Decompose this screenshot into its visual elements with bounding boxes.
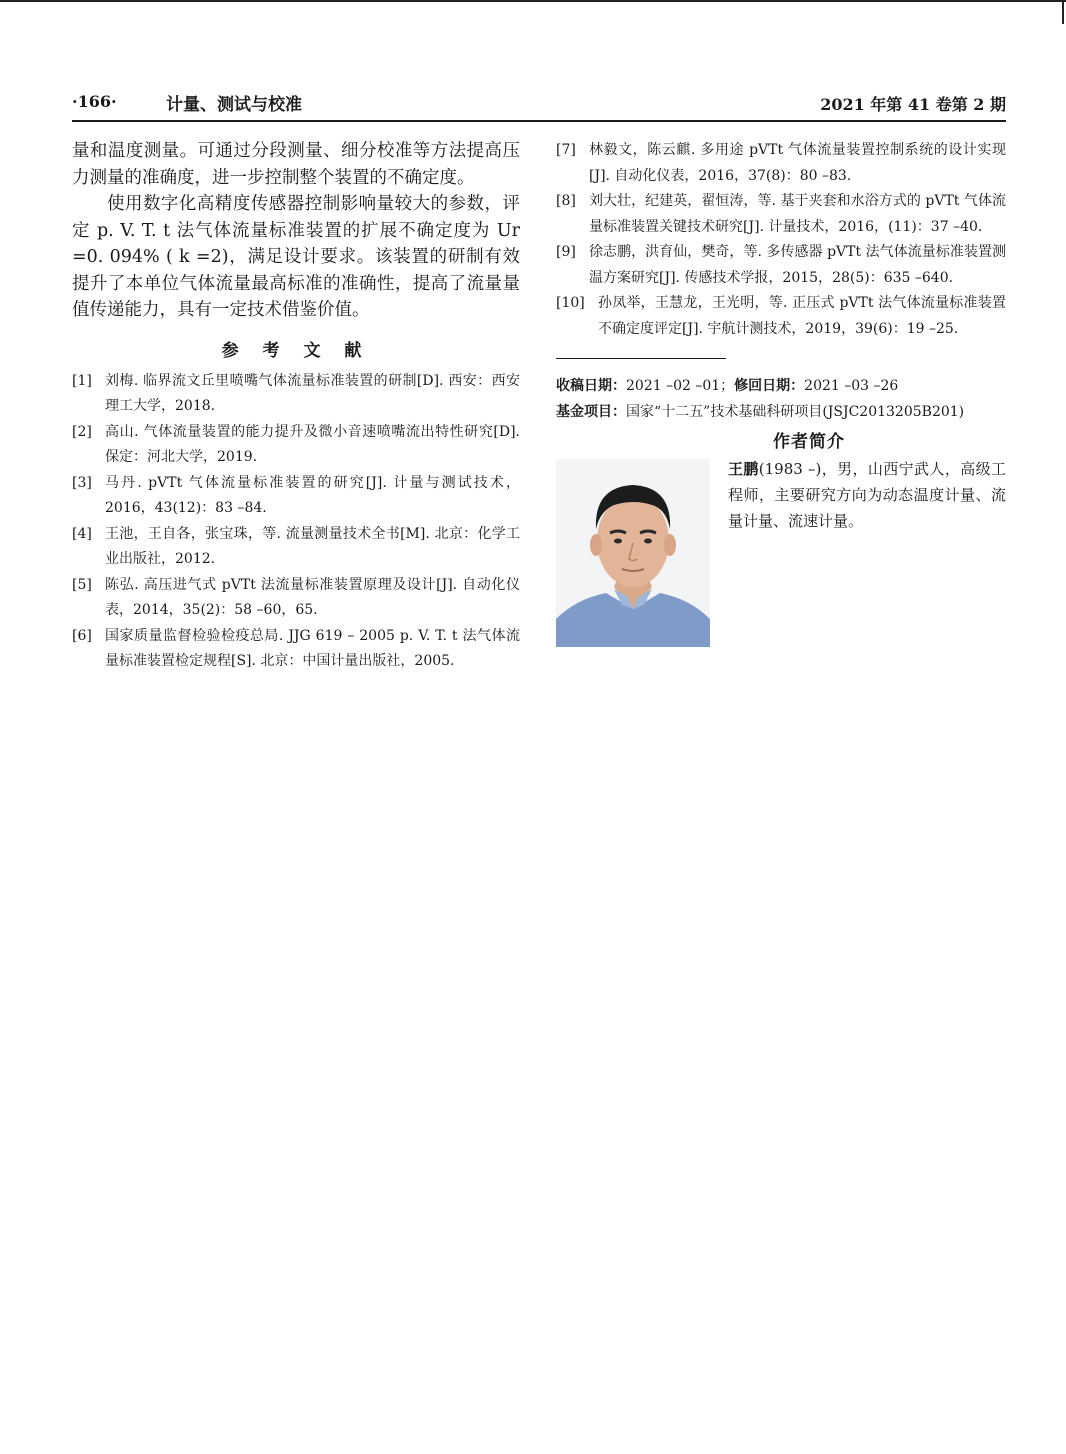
reference-item [72,369,520,420]
reference-item [72,420,520,471]
reference-text: 高山. 气体流量装置的能力提升及微小音速喷嘴流出特性研究[D]. 保定：河北大学，2019. [105,423,520,465]
reference-text: 马丹. pVTt 气体流量标准装置的研究[J]. 计量与测试技术，2016，43(12)：83 –84. [105,474,520,516]
revised-label: 修回日期： [734,378,805,394]
reference-number: [4] [72,525,92,542]
author-photo [556,459,710,647]
reference-item [72,573,520,624]
fund-label: 基金项目： [556,404,626,420]
reference-text: 陈弘. 高压进气式 pVTt 法流量标准装置原理及设计[J]. 自动化仪表，2014，35(2)：58 –60，65. [105,576,520,618]
reference-number: [8] [556,193,576,209]
footnote-divider [556,358,726,359]
author-block [556,456,1006,656]
reference-number: [5] [72,576,92,593]
reference-text: 国家质量监督检验检疫总局. JJG 619 – 2005 p. V. T. t 法气体流量标准装置检定规程[S]. 北京：中国计量出版社，2005. [105,627,520,669]
reference-text: 刘大壮，纪建英，翟恒涛，等. 基于夹套和水浴方式的 pVTt 气体流量标准装置关键技术研究[J]. 计量技术，2016，(11)：37 –40. [589,193,1006,235]
reference-item [556,189,1006,240]
issue-info: 2021 年第 41 卷第 2 期 [820,95,1006,114]
reference-number: [3] [72,474,92,491]
page-top-border [0,0,1066,2]
body-text [72,138,520,324]
author-bio-text: (1983 –)，男，山西宁武人，高级工程师，主要研究方向为动态温度计量、流量计量、流速计量。 [728,460,1006,530]
fund-line [556,399,1006,425]
body-paragraph-1: 量和温度测量。可通过分段测量、细分校准等方法提高压力测量的准确度，进一步控制整个装置的不确定度。 [72,141,520,188]
author-name: 王鹏 [728,460,759,478]
fund-value: 国家“十二五”技术基础科研项目(JSJC2013205B201) [626,404,965,420]
reference-number: [6] [72,627,92,644]
reference-text: 刘梅. 临界流文丘里喷嘴气体流量标准装置的研制[D]. 西安：西安理工大学，2018. [105,372,520,414]
reference-item [556,240,1006,291]
dates-line [556,373,1006,399]
body-paragraph-2: 使用数字化高精度传感器控制影响量较大的参数，评定 p. V. T. t 法气体流量标准装置的扩展不确定度为 Ur =0. 094% ( k =2)，满足设计要求。该装置的研制有效提升了本单位气体流量最高标准的准确性，提高了流量量值传递能力，具有一定技术借鉴价值。 [72,194,520,320]
reference-text: 孙凤举，王慧龙，王光明，等. 正压式 pVTt 法气体流量标准装置不确定度评定[J]. 宇航计测技术，2019，39(6)：19 –25. [598,295,1006,337]
reference-item [556,291,1006,342]
received-date: 2021 –02 –01； [626,378,735,394]
header-rule [72,120,1006,122]
reference-text: 王池，王自各，张宝珠，等. 流量测量技术全书[M]. 北京：化学工业出版社，2012. [105,525,520,567]
reference-number: [2] [72,423,92,440]
revised-date: 2021 –03 –26 [804,378,899,394]
page-number: ·166· [72,92,117,111]
author-bio [728,456,1006,534]
received-label: 收稿日期： [556,378,626,394]
page-corner-mark [1062,0,1064,24]
journal-title: 计量、测试与校准 [166,95,302,115]
references-title: 参 考 文 献 [221,340,371,361]
reference-text: 林毅文，陈云麒. 多用途 pVTt 气体流量装置控制系统的设计实现[J]. 自动化仪表，2016，37(8)：80 –83. [589,142,1006,184]
reference-item [556,138,1006,189]
reference-number: [1] [72,372,92,389]
author-section-title: 作者简介 [773,432,845,452]
reference-item [72,471,520,522]
reference-number: [10] [556,295,585,311]
right-column [556,138,1006,656]
reference-number: [7] [556,142,576,158]
reference-item [72,522,520,573]
reference-item [72,624,520,675]
reference-text: 徐志鹏，洪育仙，樊奇，等. 多传感器 pVTt 法气体流量标准装置测温方案研究[J]. 传感技术学报，2015，28(5)：635 –640. [589,244,1006,286]
running-header [72,92,1006,118]
reference-number: [9] [556,244,576,260]
left-column [72,138,520,675]
